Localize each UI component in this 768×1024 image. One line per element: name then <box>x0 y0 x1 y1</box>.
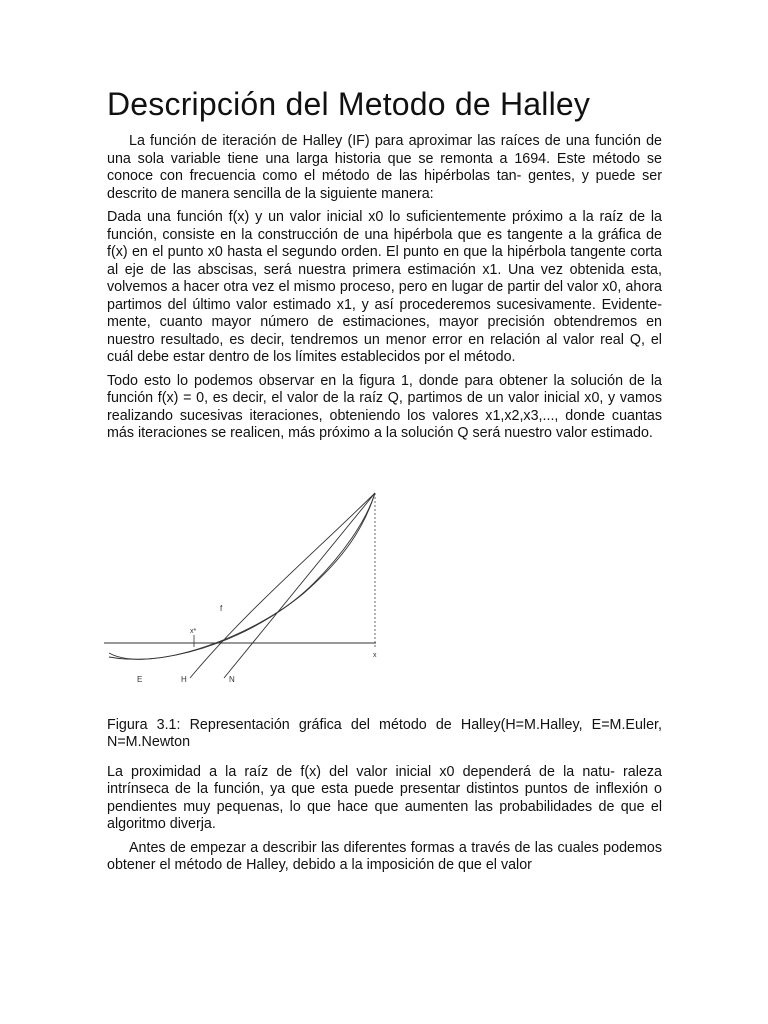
curve-halley <box>190 493 375 678</box>
figure-caption: Figura 3.1: Representación gráfica del método de Halley(H=M.Halley, E=M.Euler, N=M.Newton <box>107 716 662 750</box>
label-f: f <box>220 603 223 613</box>
paragraph-figure-reference: Todo esto lo podemos observar en la figura 1, donde para obtener la solución de la función f(x) = 0, es decir, el valor de la raíz Q, partimos de un valor inicial x0, y vamos realizando sucesivas iteraciones, obteniendo los valores x1,x2,x3,..., donde cuantas más iteraciones se realicen, más próximo a la solución Q será nuestro valor estimado. <box>107 372 662 441</box>
curve-euler <box>109 493 375 659</box>
page-title: Descripción del Metodo de Halley <box>107 86 591 122</box>
paragraph-continuation: Antes de empezar a describir las diferentes formas a través de las cuales podemos obtener el método de Halley, debido a la imposición de que el valor <box>107 839 662 873</box>
label-euler: E <box>137 674 143 684</box>
halley-method-figure <box>104 473 394 693</box>
label-newton: N <box>229 674 235 684</box>
line-newton <box>224 493 375 678</box>
paragraph-intro: La función de iteración de Halley (IF) para aproximar las raíces de una función de una sola variable tiene una larga historia que se remonta a 1694. Este método se conoce con frecuencia como el método de las hipérbolas tan- gentes, y puede ser descrito de manera sencilla de la siguiente manera: <box>107 133 662 202</box>
paragraph-description: Dada una función f(x) y un valor inicial x0 lo suficientemente próximo a la raíz de la función, consiste en la construcción de una hipérbola que es tangente a la gráfica de f(x) en el punto x0 hasta el segundo orden. El punto en que la hipérbola tangente corta al eje de las abscisas, será nuestra primera estimación x1. Una vez obtenida esta, volvemos a hacer otra vez el mismo proceso, pero en lugar de partir del valor x0, ahora partimos del último valor estimado x1, y así procederemos sucesivamente. Evidente- mente, cuanto mayor número de estimaciones, mayor precisión obtendremos en nuestro resultado, es decir, tendremos un menor error en relación al valor real Q, el cuál debe estar dentro de los límites establecidos por el método. <box>107 209 662 365</box>
paragraph-proximity: La proximidad a la raíz de f(x) del valor inicial x0 dependerá de la natu- raleza intrínseca de la función, ya que esta puede presentar distintos puntos de inflexión o pendientes muy pequenas, lo que hace que aumenten las probabilidades de que el algoritmo diverja. <box>107 763 662 832</box>
figure-graphic <box>104 473 394 693</box>
document-page <box>107 86 662 881</box>
label-x: x <box>373 651 377 659</box>
label-halley: H <box>181 674 187 684</box>
label-root: x* <box>190 627 197 635</box>
curve-f <box>109 493 375 659</box>
